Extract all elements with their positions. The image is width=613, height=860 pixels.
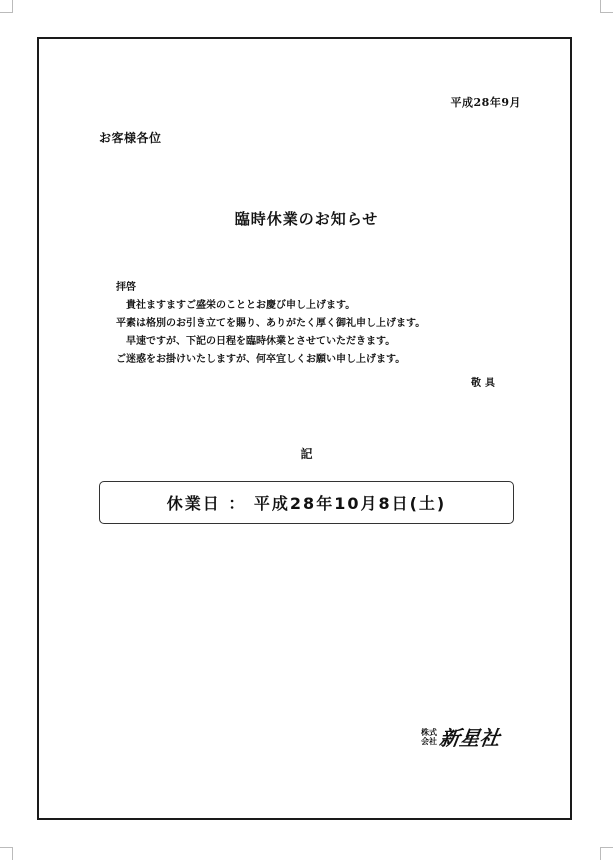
body-line: ご迷惑をお掛けいたしますが、何卒宜しくお願い申し上げます。: [116, 354, 406, 365]
company-logo: [421, 722, 500, 751]
holiday-notice-box: [99, 481, 514, 524]
company-type-line: 会社: [421, 736, 437, 746]
letter-body: [116, 279, 506, 369]
company-type-line: 株式: [421, 727, 437, 737]
document-frame: [37, 37, 572, 820]
ki-heading: 記: [300, 447, 313, 461]
body-line: 早速ですが、下記の日程を臨時休業とさせていただきます。: [126, 336, 396, 347]
crop-mark-bottom-left: [0, 847, 13, 860]
recipient: お客様各位: [99, 131, 162, 145]
body-line: 貴社ますますご盛栄のこととお慶び申し上げます。: [126, 300, 356, 311]
closing: 敬具: [471, 378, 499, 389]
salutation: 拝啓: [116, 282, 136, 293]
crop-mark-bottom-right: [600, 847, 613, 860]
company-type: [421, 728, 437, 746]
crop-mark-top-left: [0, 0, 13, 13]
page-title: 臨時休業のお知らせ: [234, 210, 379, 228]
document-date: 平成28年9月: [450, 96, 521, 109]
crop-mark-top-right: [600, 0, 613, 13]
body-line: 平素は格別のお引き立てを賜り、ありがたく厚く御礼申し上げます。: [116, 318, 426, 329]
holiday-notice-text: 休業日 ： 平成28年10月8日(土): [166, 494, 447, 513]
company-name: 新星社: [438, 726, 502, 750]
